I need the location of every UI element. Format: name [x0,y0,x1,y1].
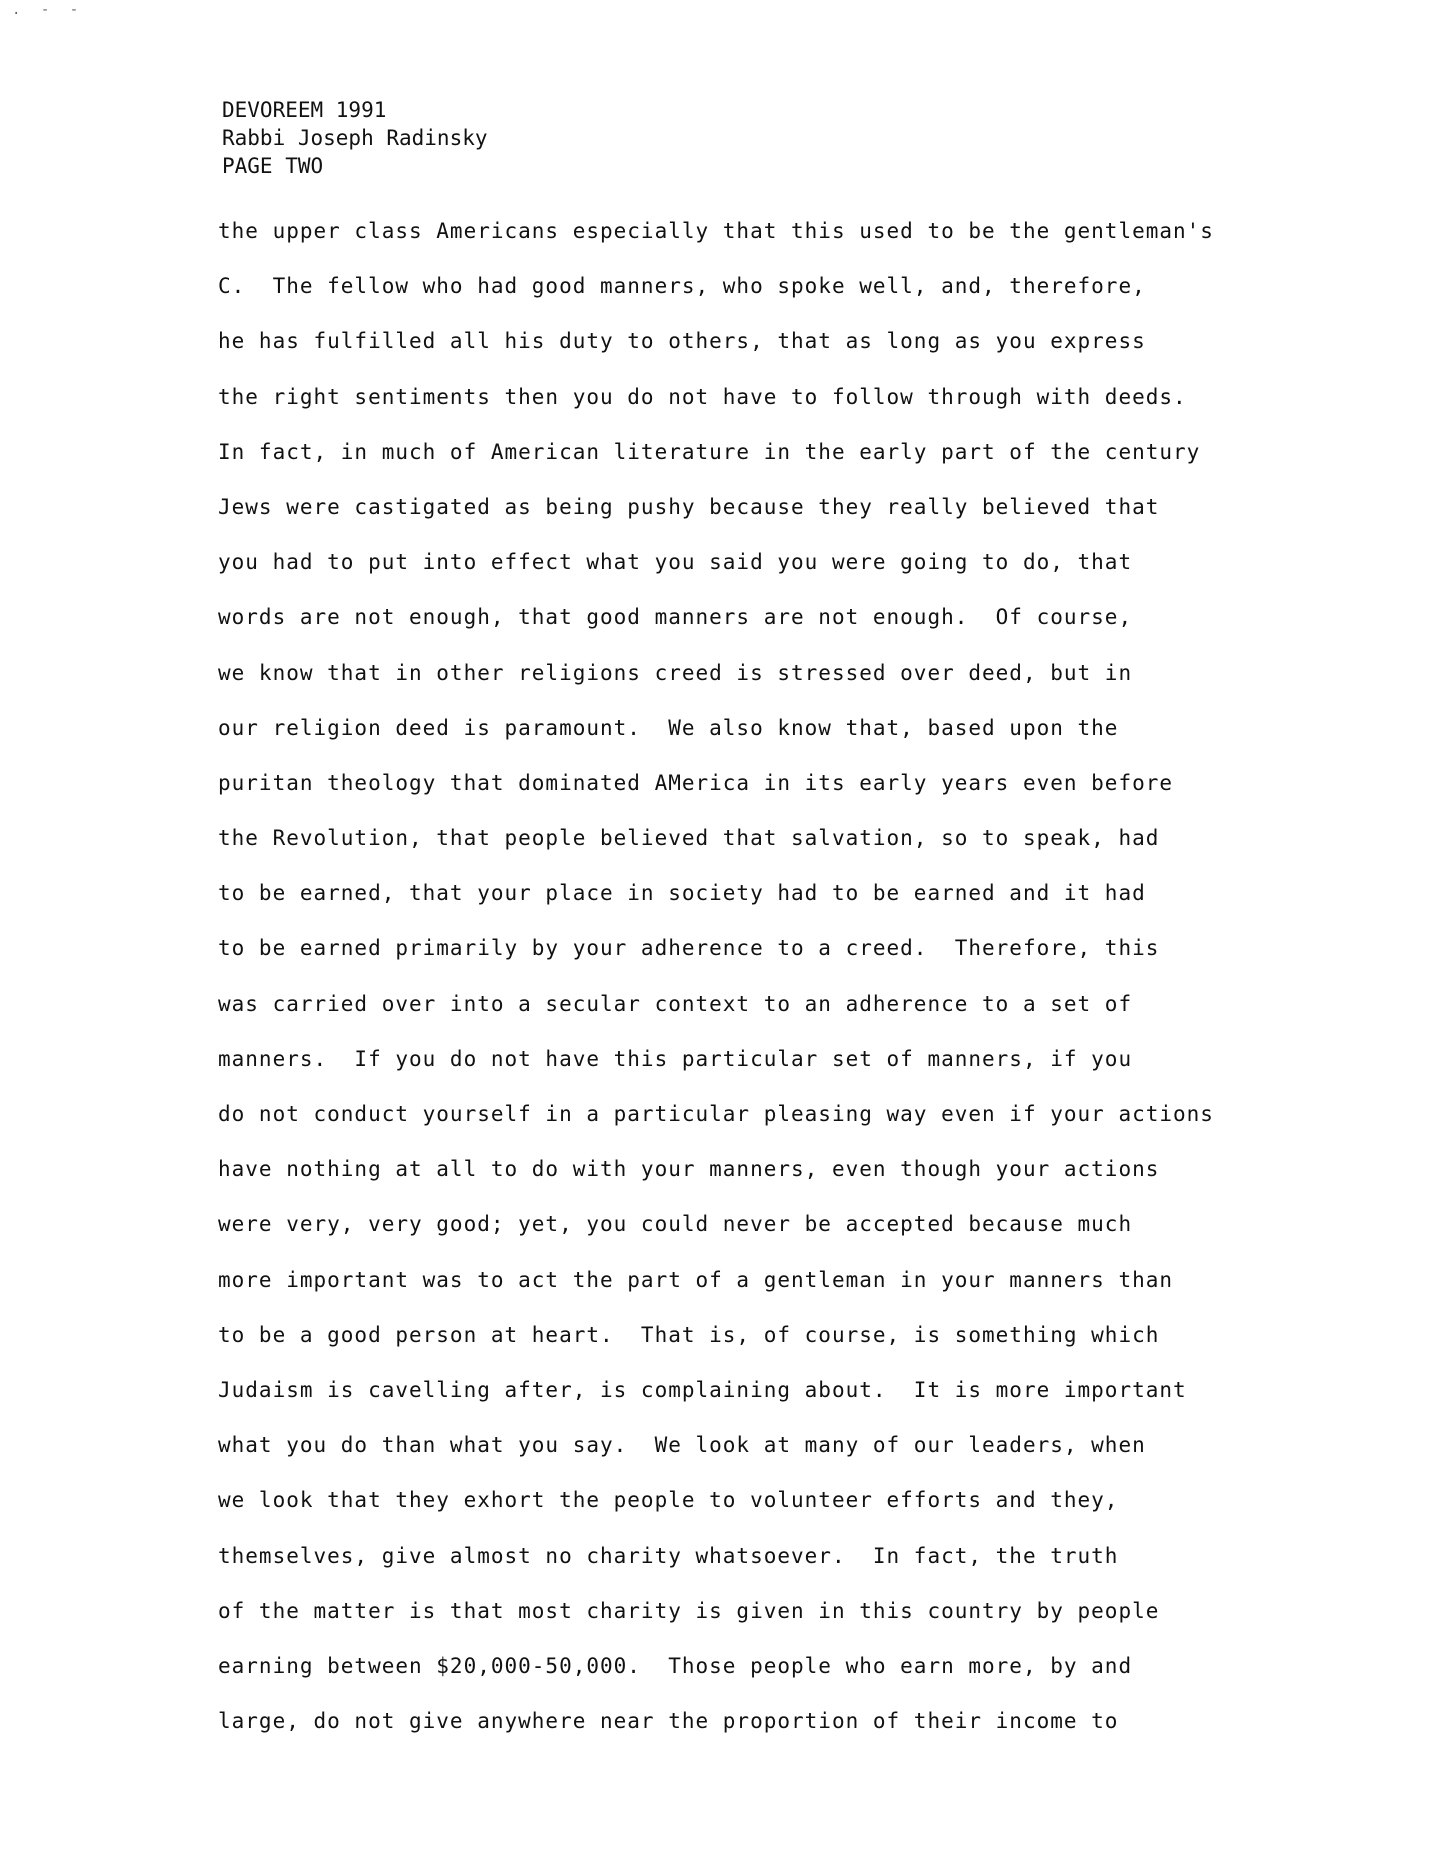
text-line: to be earned primarily by your adherence to a creed. Therefore, this [218,936,1160,961]
text-line: manners. If you do not have this particular set of manners, if you [218,1046,1133,1071]
text-line: was carried over into a secular context to an adherence to a set of [218,991,1133,1016]
text-line: you had to put into effect what you said you were going to do, that [218,550,1133,575]
body-text [218,204,1338,1749]
header-title: DEVOREEM 1991 [222,98,387,122]
text-line: the right sentiments then you do not have to follow through with deeds. [218,384,1187,409]
text-line: the upper class Americans especially that this used to be the gentleman's [218,219,1214,243]
text-line: we know that in other religions creed is stressed over deed, but in [218,660,1133,685]
text-line: he has fulfilled all his duty to others, that as long as you express [218,329,1146,354]
text-line: we look that they exhort the people to volunteer efforts and they, [218,1488,1119,1513]
text-line: puritan theology that dominated AMerica in its early years even before [218,770,1174,795]
text-line: our religion deed is paramount. We also know that, based upon the [218,715,1119,740]
text-line: the Revolution, that people believed that salvation, so to speak, had [218,826,1160,851]
text-line: to be earned, that your place in society had to be earned and it had [218,881,1146,906]
text-line: what you do than what you say. We look at many of our leaders, when [218,1433,1146,1458]
text-line: more important was to act the part of a gentleman in your manners than [218,1267,1174,1292]
text-line: large, do not give anywhere near the proportion of their income to [218,1709,1119,1734]
text-line: to be a good person at heart. That is, of course, is something which [218,1322,1160,1347]
text-line: have nothing at all to do with your manners, even though your actions [218,1157,1160,1182]
document-header [222,96,488,180]
text-line: words are not enough, that good manners are not enough. Of course, [218,605,1133,630]
scan-corner-marks: . - - [12,2,85,18]
text-line: were very, very good; yet, you could never be accepted because much [218,1212,1133,1237]
header-page-label: PAGE TWO [222,154,324,178]
text-line: of the matter is that most charity is given in this country by people [218,1598,1160,1623]
text-line: themselves, give almost no charity whatsoever. In fact, the truth [218,1543,1119,1568]
text-line: earning between $20,000-50,000. Those people who earn more, by and [218,1653,1133,1678]
text-line: Jews were castigated as being pushy because they really believed that [218,494,1160,519]
text-line: C. The fellow who had good manners, who spoke well, and, therefore, [218,274,1146,299]
text-line: do not conduct yourself in a particular pleasing way even if your actions [218,1102,1214,1126]
header-author: Rabbi Joseph Radinsky [222,126,488,150]
text-line: Judaism is cavelling after, is complaining about. It is more important [218,1377,1187,1402]
text-line: In fact, in much of American literature in the early part of the century [218,439,1201,464]
